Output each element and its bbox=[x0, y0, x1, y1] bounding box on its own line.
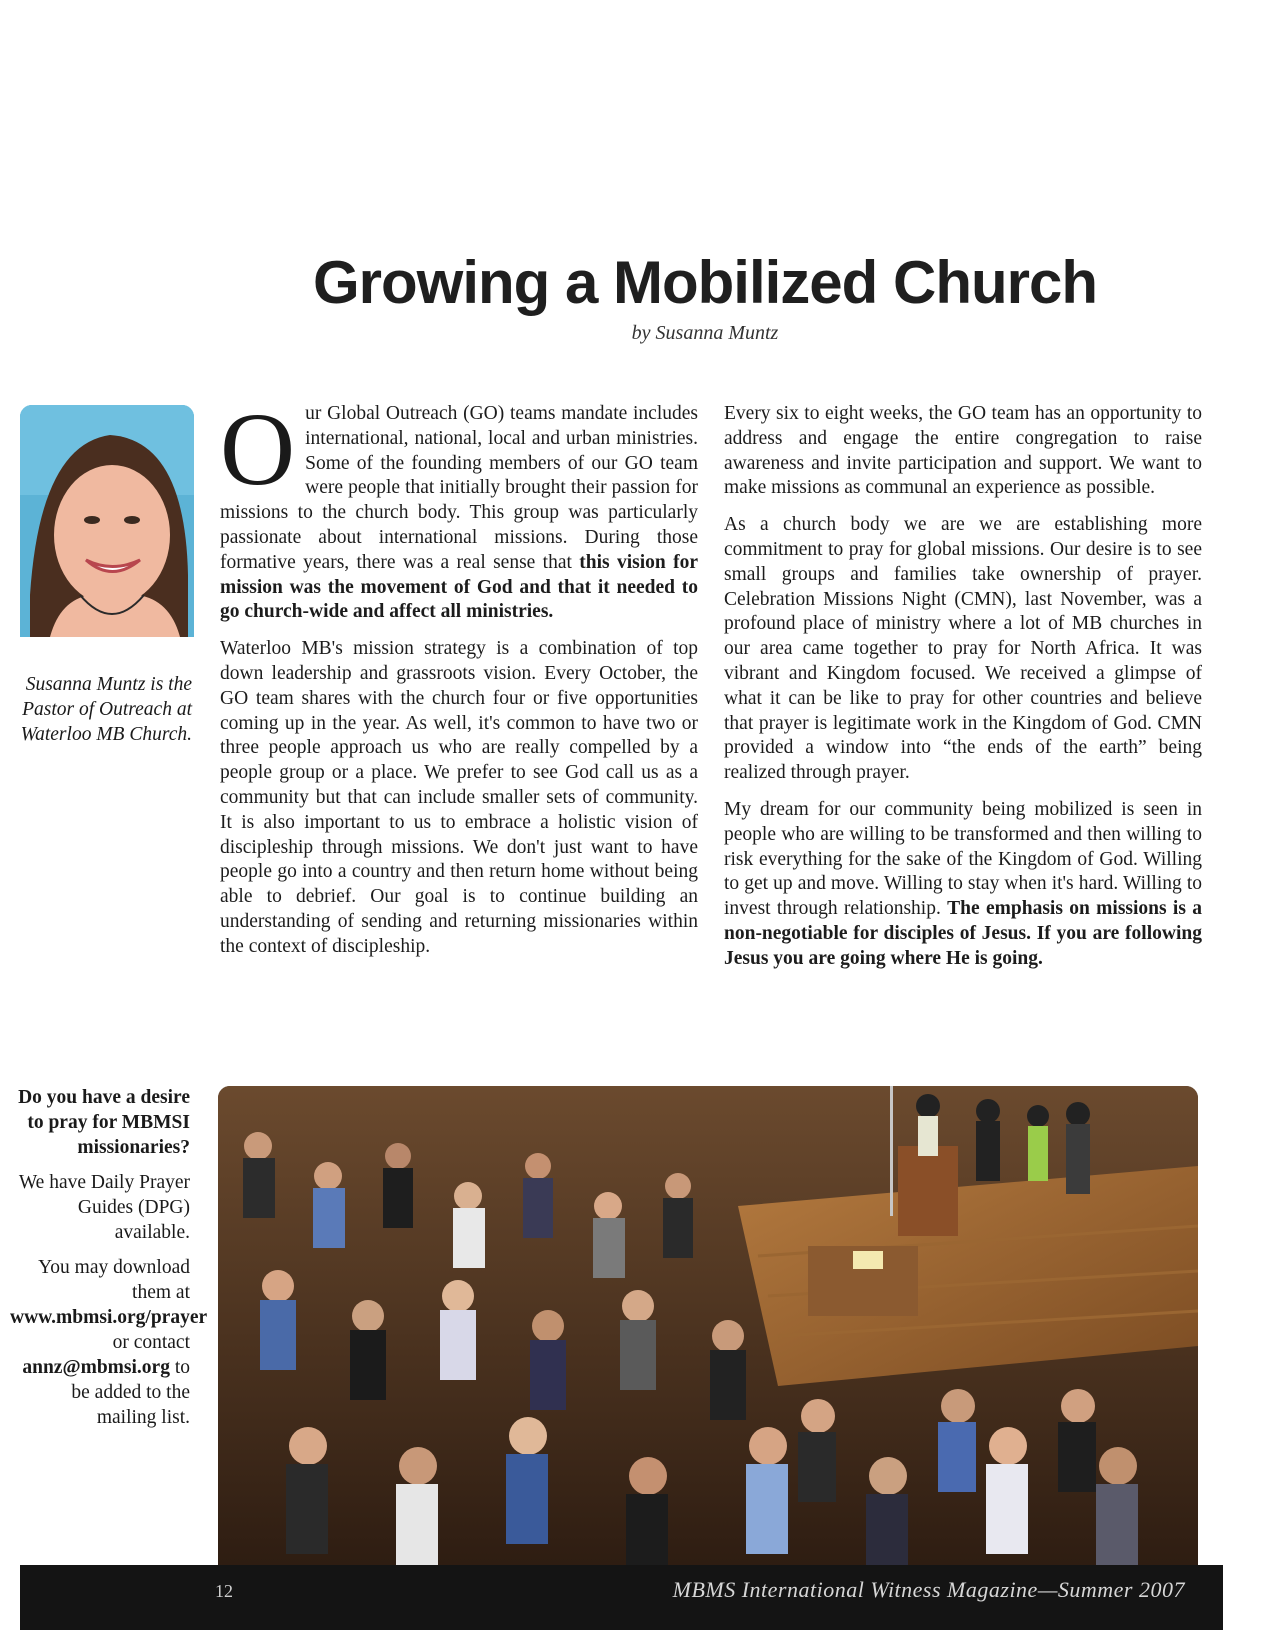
sidebar-download-text: You may download them at bbox=[38, 1257, 190, 1303]
sidebar-guides: We have Daily Prayer Guides (DPG) available. bbox=[18, 1172, 190, 1243]
email-link[interactable]: annz@mbmsi.org bbox=[22, 1357, 170, 1378]
drop-cap: O bbox=[220, 392, 296, 507]
column-2 bbox=[724, 402, 1202, 984]
article-title: Growing a Mobilized Church bbox=[313, 249, 1097, 316]
sidebar-question: Do you have a desire to pray for MBMSI missionaries? bbox=[18, 1087, 190, 1158]
page-number: 12 bbox=[215, 1581, 233, 1601]
sidebar-contact-text: or contact bbox=[112, 1332, 190, 1353]
paragraph-5-text: My dream for our community being mobilized is seen in people who are willing to be transformed and then willing to risk everything for the sake of the Kingdom of God. Willing to get up and move. Willing to stay when it's hard. Willing to invest through relationship. bbox=[724, 798, 1202, 920]
portrait-caption: Susanna Muntz is the Pastor of Outreach at Waterloo MB Church. bbox=[20, 674, 192, 745]
prayer-link[interactable]: www.mbmsi.org/prayer bbox=[10, 1307, 208, 1328]
prayer-sidebar bbox=[10, 1085, 208, 1440]
paragraph-4: As a church body we are we are establishing more commitment to pray for global missions. Our desire is to see small groups and families take ownership of prayer. Celebration Missions Night (CMN), last November, was a profound place of ministry where a lot of MB churches in our area came together to pray for North Africa. It was vibrant and Kingdom focused. We received a glimpse of what it can be like to pray for other countries and believe that prayer is legitimate work in the Kingdom of God. CMN provided a window into “the ends of the earth” being realized through prayer. bbox=[724, 514, 1202, 784]
author-portrait bbox=[20, 405, 194, 637]
congregation-photo bbox=[218, 1086, 1198, 1596]
magazine-name: MBMS International Witness Magazine—Summer 2007 bbox=[672, 1577, 1185, 1602]
paragraph-3: Every six to eight weeks, the GO team has an opportunity to address and engage the entire congregation to raise awareness and invite participation and support. We want to make missions as communal an experience as possible. bbox=[724, 403, 1202, 499]
byline: by Susanna Muntz bbox=[631, 322, 779, 344]
page-footer bbox=[20, 1565, 1223, 1630]
paragraph-2: Waterloo MB's mission strategy is a combination of top down leadership and grassroots vision. Every October, the GO team shares with the church four or five opportunities coming up in the year. As well, it's common to have two or three people approach us who are really compelled by a people group or a place. We prefer to see God call us as a community but that can include smaller sets of community. It is also important to us to embrace a holistic vision of discipleship through missions. We don't just want to have people go into a country and then return home without being able to debrief. Our goal is to continue building an understanding of sending and returning missionaries within the context of discipleship. bbox=[220, 638, 698, 957]
paragraph-5-emphasis: The emphasis on missions is a non-negotiable for disciples of Jesus. If you are following Jesus you are going where He is going. bbox=[724, 898, 1202, 969]
paragraph-1-text: ur Global Outreach (GO) teams mandate includes international, national, local and urban ministries. Some of the founding members of our GO team were people that initially brought their passion for missions to the church body. This group was particularly passionate about international missions. During those formative years, there was a real sense that bbox=[220, 403, 698, 573]
paragraph-1-emphasis: this vision for mission was the movement of God and that it needed to go church-wide and affect all ministries. bbox=[220, 551, 698, 623]
column-1 bbox=[220, 392, 698, 972]
sidebar-suffix-text: to be added to the mailing list. bbox=[71, 1357, 190, 1428]
